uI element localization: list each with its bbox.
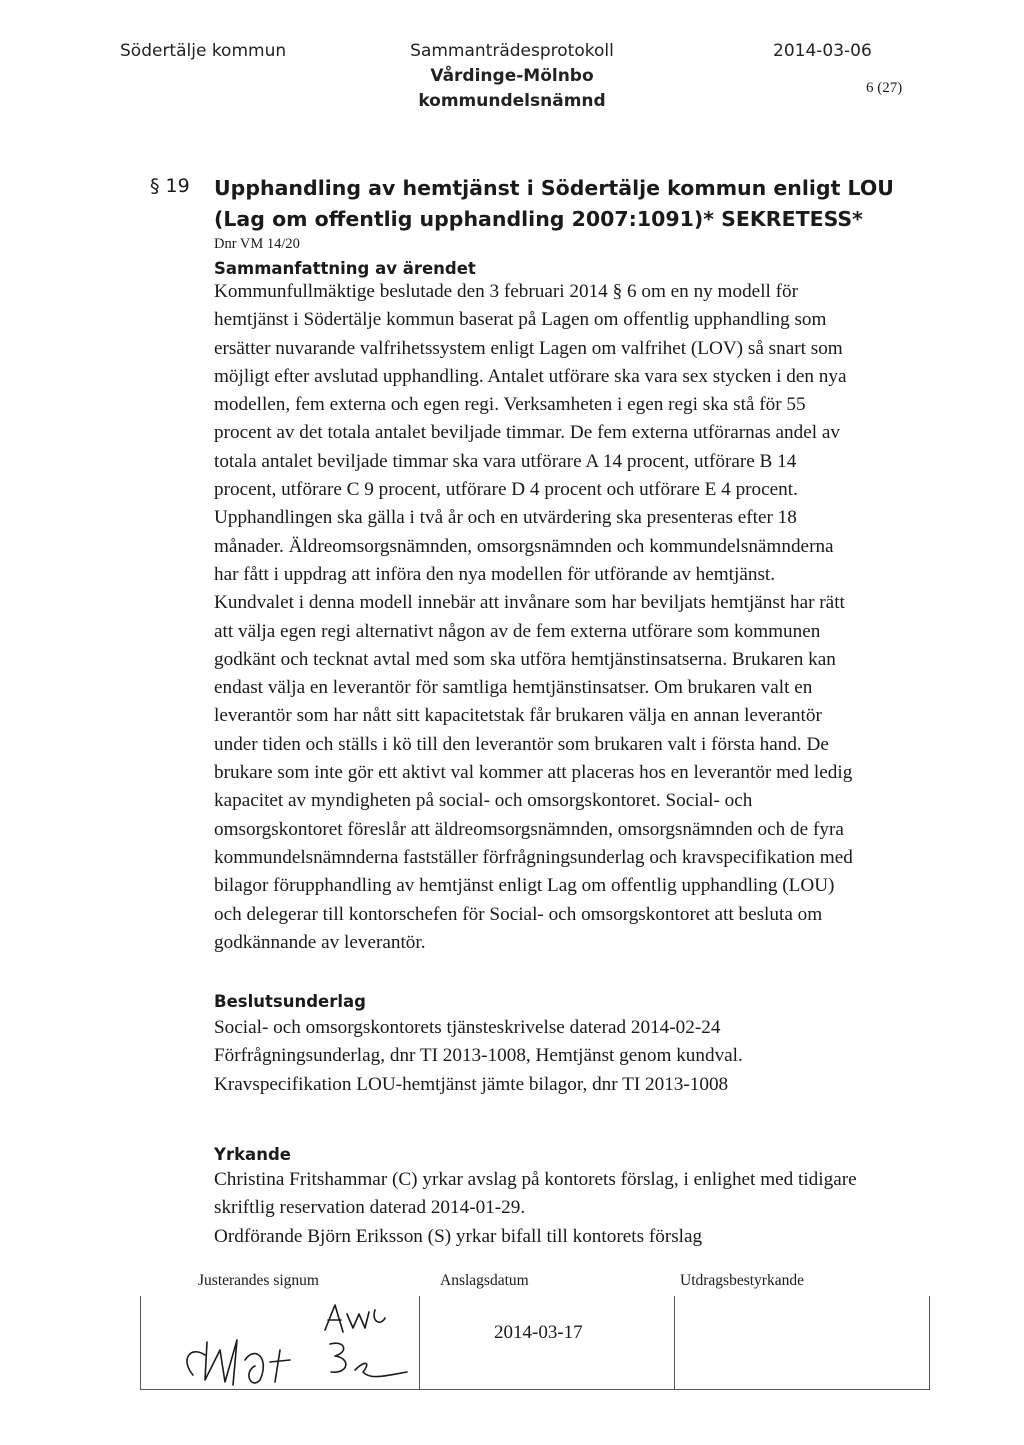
summary-line: bilagor förupphandling av hemtjänst enligt Lag om offentlig upphandling (LOU) bbox=[214, 875, 835, 897]
summary-line: kapacitet av myndigheten på social- och omsorgskontoret. Social- och bbox=[214, 790, 753, 812]
summary-line: procent, utförare C 9 procent, utförare D 4 procent och utförare E 4 procent. bbox=[214, 479, 798, 501]
summary-line: leverantör som har nått sitt kapacitetstak får brukaren välja en annan leverantör bbox=[214, 705, 822, 727]
basis-line: Kravspecifikation LOU-hemtjänst jämte bilagor, dnr TI 2013-1008 bbox=[214, 1073, 729, 1095]
notice-date-value: 2014-03-17 bbox=[494, 1322, 583, 1343]
summary-line: möjligt efter avslutad upphandling. Antalet utförare ska vara sex stycken i den nya bbox=[214, 365, 847, 387]
summary-heading: Sammanfattning av ärendet bbox=[214, 259, 476, 278]
summary-line: Kundvalet i denna modell innebär att invånare som har beviljats hemtjänst har rätt bbox=[214, 592, 845, 614]
basis-line: Social- och omsorgskontorets tjänsteskrivelse daterad 2014-02-24 bbox=[214, 1017, 721, 1038]
motion-heading: Yrkande bbox=[214, 1145, 291, 1164]
header-municipality: Södertälje kommun bbox=[120, 41, 287, 61]
summary-line: godkänt och tecknat avtal med som ska utföra hemtjänstinsatserna. Brukaren kan bbox=[214, 648, 836, 670]
summary-line: ersätter nuvarande valfrihetssystem enligt Lagen om valfrihet (LOV) så snart som bbox=[214, 337, 843, 359]
basis-text bbox=[214, 1014, 904, 1099]
page-number: 6 (27) bbox=[866, 80, 903, 96]
summary-line: brukare som inte gör ett aktivt val kommer att placeras hos en leverantör med ledig bbox=[214, 762, 853, 784]
header-committee-line1: Vårdinge-Mölnbo bbox=[430, 66, 594, 86]
summary-line: godkännande av leverantör. bbox=[214, 931, 426, 953]
header-committee-line2: kommundelsnämnd bbox=[418, 91, 606, 111]
summary-line: modellen, fem externa och egen regi. Verksamheten i egen regi ska stå för 55 bbox=[214, 394, 806, 416]
summary-line: omsorgskontoret föreslår att äldreomsorgsnämnden, omsorgsnämnden och de fyra bbox=[214, 818, 844, 840]
summary-line: Upphandlingen ska gälla i två år och en utvärdering ska presenteras efter 18 bbox=[214, 507, 797, 529]
summary-line: att välja egen regi alternativt någon av de fem externa utförare som kommunen bbox=[214, 620, 821, 642]
summary-line: Kommunfullmäktige beslutade den 3 februari 2014 § 6 om en ny modell för bbox=[214, 281, 799, 302]
summary-line: under tiden och ställs i kö till den leverantör som brukaren valt i första hand. De bbox=[214, 733, 829, 755]
summary-text bbox=[214, 278, 904, 957]
motion-line: Ordförande Björn Eriksson (S) yrkar bifall till kontorets förslag bbox=[214, 1225, 703, 1247]
signature-initials bbox=[175, 1300, 415, 1388]
summary-line: procent av det totala antalet beviljade timmar. De fem externa utförarnas andel av bbox=[214, 422, 840, 444]
extract-label: Utdragsbestyrkande bbox=[680, 1272, 804, 1289]
extract-box bbox=[674, 1296, 930, 1390]
summary-line: hemtjänst i Södertälje kommun baserat på Lagen om offentlig upphandling som bbox=[214, 309, 827, 331]
header-date: 2014-03-06 bbox=[773, 41, 872, 61]
motion-line: skriftlig reservation daterad 2014-01-29. bbox=[214, 1197, 526, 1219]
motion-line: Christina Fritshammar (C) yrkar avslag på kontorets förslag, i enlighet med tidigare bbox=[214, 1169, 857, 1190]
summary-line: totala antalet beviljade timmar ska vara utförare A 14 procent, utförare B 14 bbox=[214, 450, 797, 472]
summary-line: månader. Äldreomsorgsnämnden, omsorgsnämnden och kommundelsnämnderna bbox=[214, 535, 834, 557]
section-title: Upphandling av hemtjänst i Södertälje kommun enligt LOU (Lag om offentlig upphandling 2007:1091)* SEKRETESS* bbox=[214, 176, 894, 231]
signature-label: Justerandes signum bbox=[198, 1272, 319, 1289]
summary-line: kommundelsnämnderna fastställer förfrågningsunderlag och kravspecifikation med bbox=[214, 846, 853, 868]
header-doc-type: Sammanträdesprotokoll bbox=[410, 41, 614, 61]
case-number: Dnr VM 14/20 bbox=[214, 236, 300, 252]
summary-line: endast välja en leverantör för samtliga hemtjänstinsatser. Om brukaren valt en bbox=[214, 677, 813, 699]
section-number: § 19 bbox=[150, 175, 190, 197]
notice-date-label: Anslagsdatum bbox=[440, 1272, 529, 1289]
basis-line: Förfrågningsunderlag, dnr TI 2013-1008, Hemtjänst genom kundval. bbox=[214, 1045, 743, 1067]
summary-line: och delegerar till kontorschefen för Social- och omsorgskontoret att besluta om bbox=[214, 903, 823, 925]
basis-heading: Beslutsunderlag bbox=[214, 992, 366, 1011]
motion-text bbox=[214, 1166, 904, 1251]
summary-line: har fått i uppdrag att införa den nya modellen för utförande av hemtjänst. bbox=[214, 563, 776, 585]
